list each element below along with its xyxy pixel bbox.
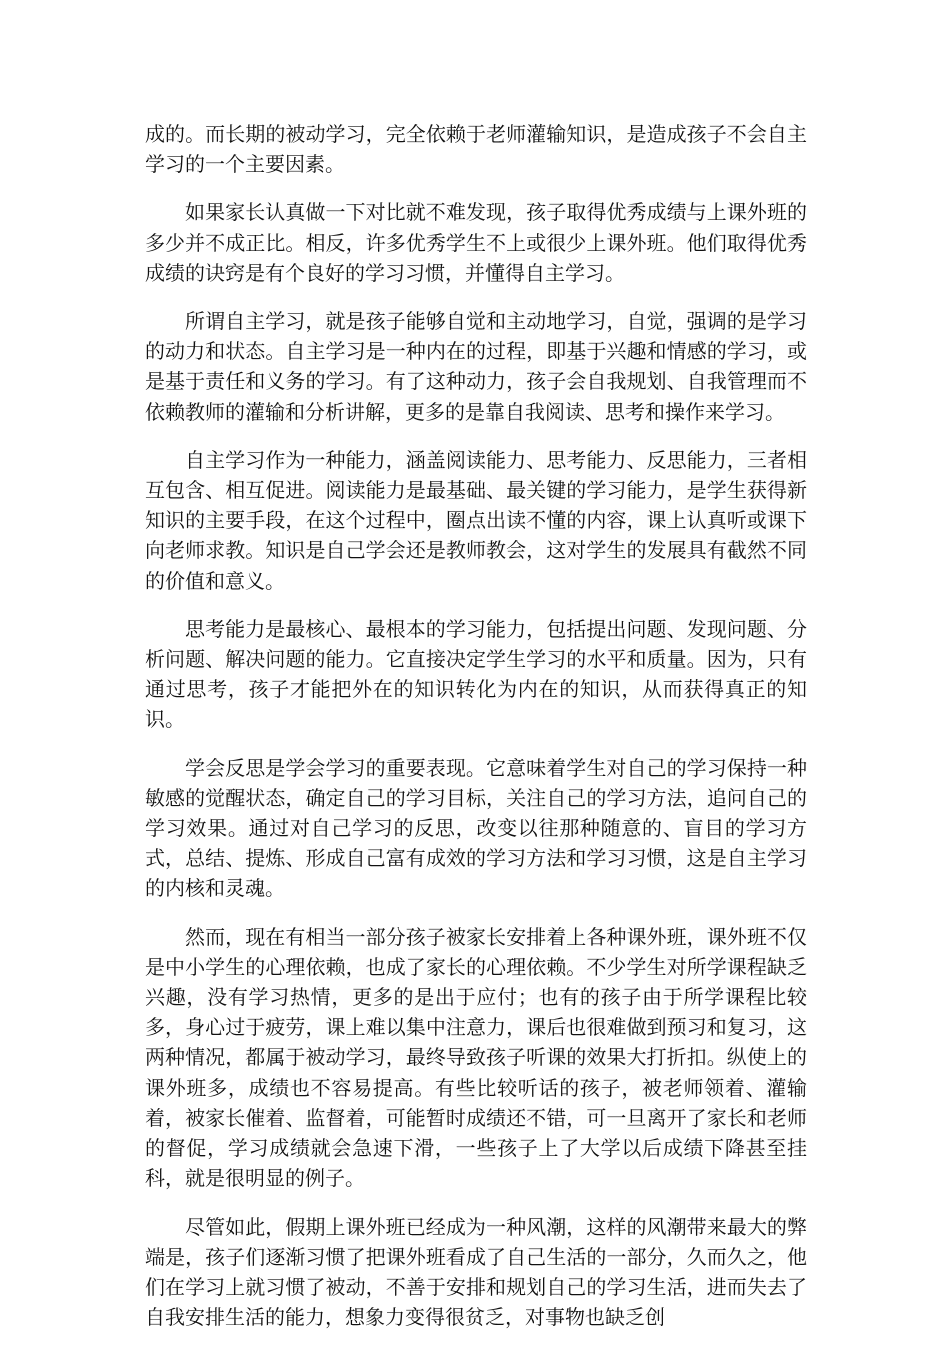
paragraph-continuation: 成的。而长期的被动学习，完全依赖于老师灌输知识，是造成孩子不会自主学习的一个主要因素。 [145, 122, 807, 177]
paragraph-definition: 所谓自主学习，就是孩子能够自觉和主动地学习，自觉，强调的是学习的动力和状态。自主学习是一种内在的过程，即基于兴趣和情感的学习，或是基于责任和义务的学习。有了这种动力，孩子会自我规划、自我管理而不依赖教师的灌输和分析讲解，更多的是靠自我阅读、思考和操作来学习。 [145, 309, 807, 424]
paragraph-comparison: 如果家长认真做一下对比就不难发现，孩子取得优秀成绩与上课外班的多少并不成正比。相反，许多优秀学生不上或很少上课外班。他们取得优秀成绩的诀窍是有个良好的学习习惯，并懂得自主学习。 [145, 200, 807, 285]
paragraph-abilities: 自主学习作为一种能力，涵盖阅读能力、思考能力、反思能力，三者相互包含、相互促进。阅读能力是最基础、最关键的学习能力，是学生获得新知识的主要手段，在这个过程中，圈点出读不懂的内容，课上认真听或课下向老师求教。知识是自己学会还是教师教会，这对学生的发展具有截然不同的价值和意义。 [145, 447, 807, 593]
paragraph-reflection: 学会反思是学会学习的重要表现。它意味着学生对自己的学习保持一种敏感的觉醒状态，确定自己的学习目标，关注自己的学习方法，追问自己的学习效果。通过对自己学习的反思，改变以往那种随意的、盲目的学习方式，总结、提炼、形成自己富有成效的学习方法和学习习惯，这是自主学习的内核和灵魂。 [145, 755, 807, 901]
paragraph-problem: 然而，现在有相当一部分孩子被家长安排着上各种课外班，课外班不仅是中小学生的心理依赖，也成了家长的心理依赖。不少学生对所学课程缺乏兴趣，没有学习热情，更多的是出于应付；也有的孩子由于所学课程比较多，身心过于疲劳，课上难以集中注意力，课后也很难做到预习和复习，这两种情况，都属于被动学习，最终导致孩子听课的效果大打折扣。纵使上的课外班多，成绩也不容易提高。有些比较听话的孩子，被老师领着、灌输着，被家长催着、监督着，可能暂时成绩还不错，可一旦离开了家长和老师的督促，学习成绩就会急速下滑，一些孩子上了大学以后成绩下降甚至挂科，就是很明显的例子。 [145, 924, 807, 1191]
paragraph-thinking: 思考能力是最核心、最根本的学习能力，包括提出问题、发现问题、分析问题、解决问题的能力。它直接决定学生学习的水平和质量。因为，只有通过思考，孩子才能把外在的知识转化为内在的知识，从而获得真正的知识。 [145, 616, 807, 732]
paragraph-trend: 尽管如此，假期上课外班已经成为一种风潮，这样的风潮带来最大的弊端是，孩子们逐渐习惯了把课外班看成了自己生活的一部分，久而久之，他们在学习上就习惯了被动，不善于安排和规划自己的学习生活，进而失去了自我安排生活的能力，想象力变得很贫乏，对事物也缺乏创 [145, 1214, 807, 1330]
document-page [145, 119, 807, 1350]
